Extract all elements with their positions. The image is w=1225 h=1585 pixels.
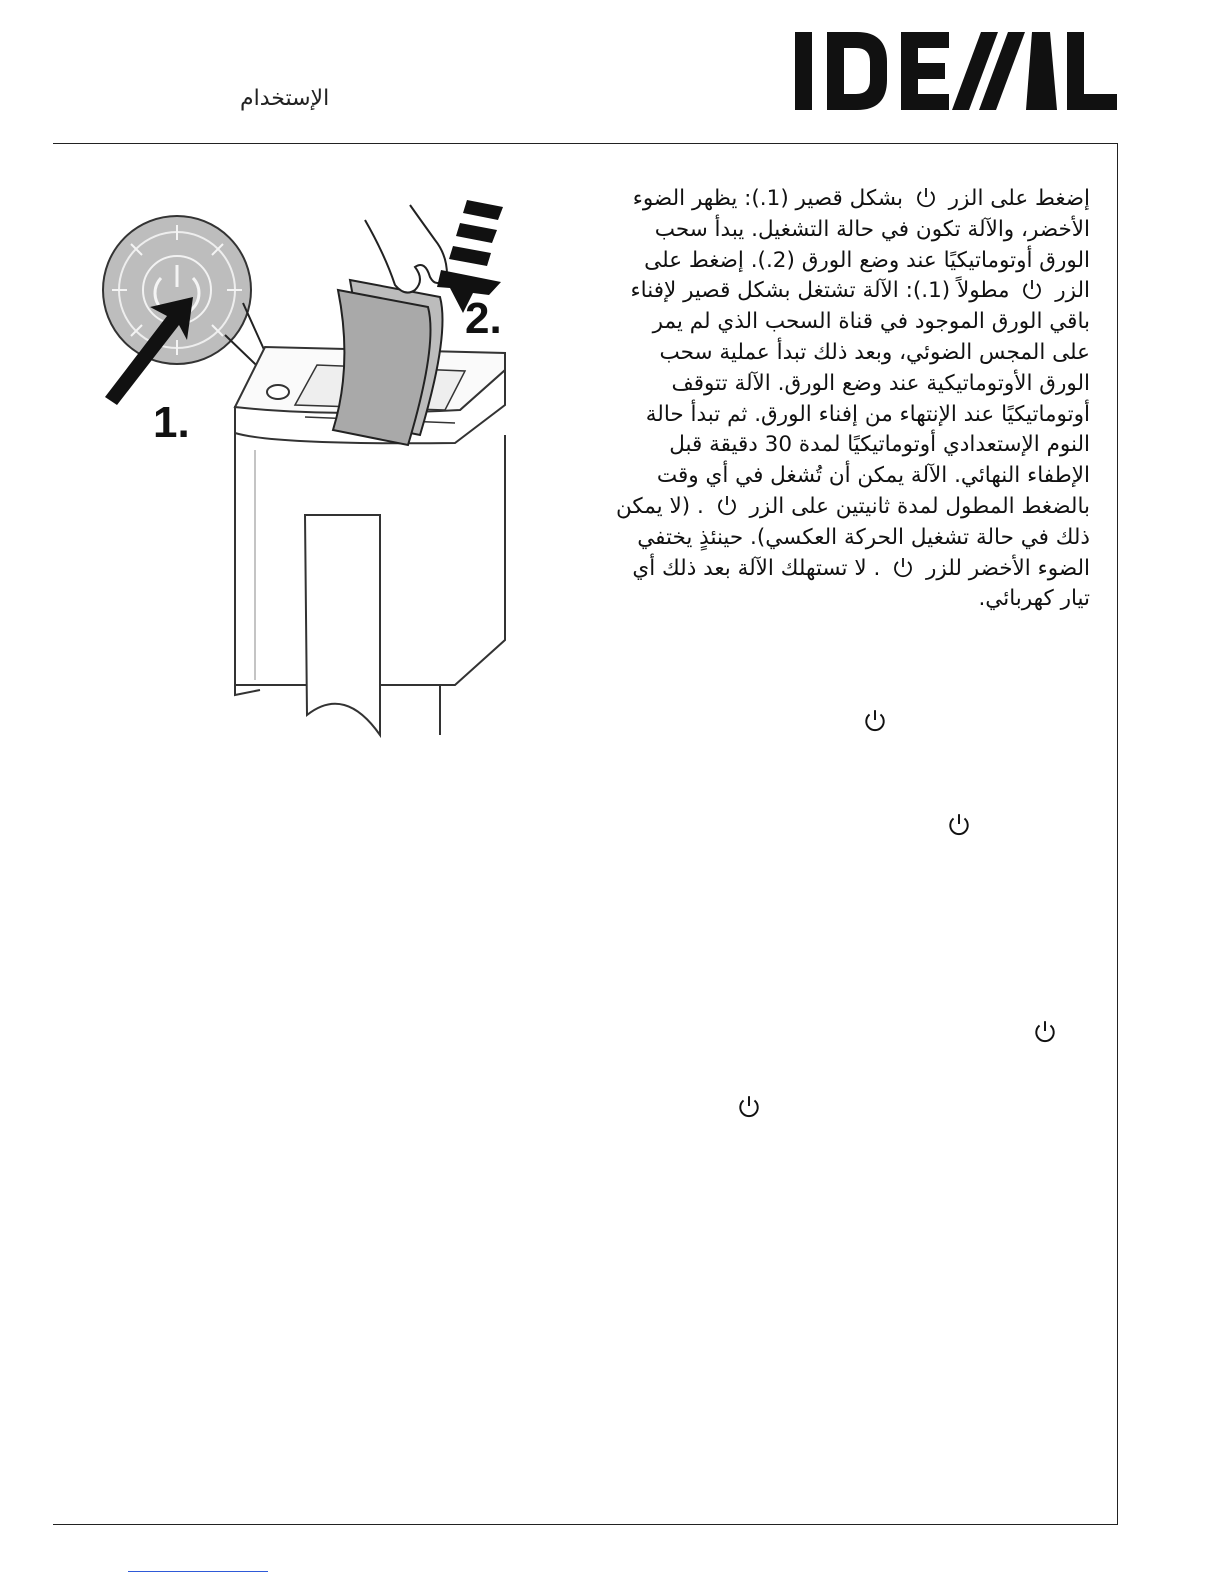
power-icon <box>864 708 886 732</box>
instruction-part-1: إضغط على الزر <box>948 186 1090 211</box>
section-title: الإستخدام <box>240 86 330 111</box>
instruction-part-2: بشكل قصير (1.): يظهر الضوء الأخضر، والآلة تكون في حالة التشغيل. يبدأ سحب الورق أوتوماتيكيًا عند وضع الورق (2.). إضغط على الزر <box>632 186 1090 304</box>
step-2-label: 2. <box>465 294 502 343</box>
power-icon <box>1022 278 1042 300</box>
instruction-part-4: . (لا يمكن ذلك في حالة تشغيل الحركة العكسي). حينئذٍ يختفي الضوء الأخضر للزر <box>615 493 1090 581</box>
power-icon <box>738 1094 760 1118</box>
power-icon <box>717 494 737 516</box>
power-icon <box>1034 1019 1056 1043</box>
footer-link-underline[interactable] <box>128 1571 268 1572</box>
button-zoom-circle <box>103 216 251 364</box>
instruction-part-5: . لا تستهلك الآلة بعد ذلك أي تيار كهربائي. <box>632 555 1090 612</box>
instruction-part-3: مطولاً (1.): الآلة تشتغل بشكل قصير لإفناء باقي الورق الموجود في قناة السحب الذي لم يمر على المجس الضوئي، وبعد ذلك تبدأ عملية سحب الورق الأوتوماتيكية عند وضع الورق. الآلة تتوقف أوتوماتيكيًا عند الإنتهاء من إفناء الورق. ثم تبدأ حالة النوم الإستعدادي أوتوماتيكيًا لمدة 30 دقيقة قبل الإطفاء النهائي. الآلة يمكن أن تُشغل في أي وقت بالضغط المطول لمدة ثانيتين على الزر <box>630 278 1090 519</box>
power-icon <box>916 186 936 208</box>
power-icon <box>948 812 970 836</box>
shredder-illustration <box>95 185 535 765</box>
step-1-label: 1. <box>153 398 190 447</box>
instruction-text <box>615 184 1090 615</box>
ideal-logo <box>795 28 1117 114</box>
power-icon <box>893 556 913 578</box>
